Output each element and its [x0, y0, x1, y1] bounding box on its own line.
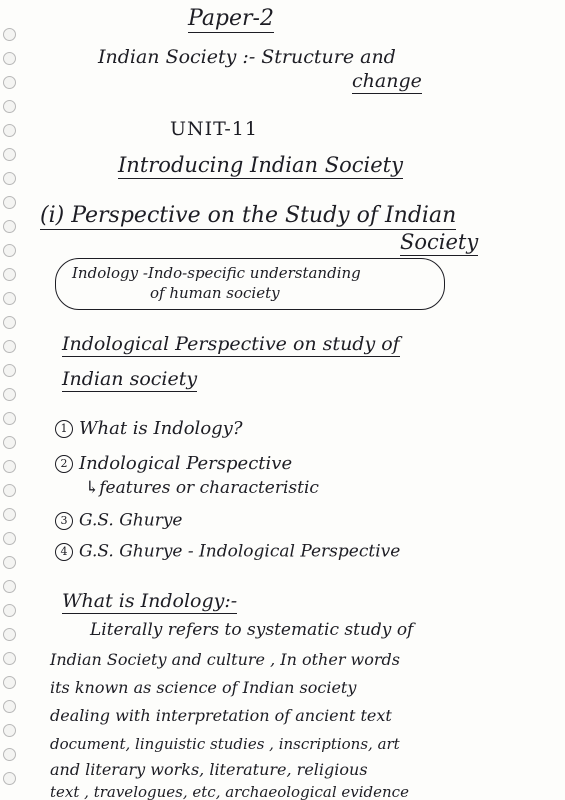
section-heading-line2: Society: [400, 230, 479, 254]
course-title-line2: change: [352, 70, 422, 92]
binding-hole: [3, 76, 16, 89]
list-item-1: [55, 420, 243, 438]
definition-heading: What is Indology:-: [62, 590, 238, 612]
binding-hole: [3, 676, 16, 689]
binding-hole: [3, 268, 16, 281]
binding-hole: [3, 220, 16, 233]
unit-label: UNIT-11: [170, 118, 258, 140]
binding-hole: [3, 580, 16, 593]
binding-hole: [3, 340, 16, 353]
binding-hole: [3, 628, 16, 641]
definition-line-3: its known as science of Indian society: [50, 678, 357, 697]
list-number-4: 4: [55, 543, 73, 561]
subsection-heading-line1: Indological Perspective on study of: [62, 333, 400, 355]
list-number-3: 3: [55, 512, 73, 530]
binding-hole: [3, 172, 16, 185]
definition-line-6: and literary works, literature, religious: [50, 760, 368, 779]
list-item-2: [55, 455, 292, 473]
binding-hole: [3, 652, 16, 665]
definition-line-4: dealing with interpretation of ancient text: [50, 706, 392, 725]
unit-title: Introducing Indian Society: [118, 153, 403, 177]
definition-line-1: Literally refers to systematic study of: [90, 620, 414, 640]
binding-hole: [3, 748, 16, 761]
list-item-3: [55, 512, 183, 530]
binding-hole: [3, 724, 16, 737]
binding-hole: [3, 244, 16, 257]
binding-hole: [3, 196, 16, 209]
binding-hole: [3, 412, 16, 425]
note-line2: of human society: [150, 284, 280, 302]
binding-hole: [3, 124, 16, 137]
binding-hole: [3, 484, 16, 497]
list-item-1-text: What is Indology?: [79, 418, 243, 439]
binding-hole: [3, 100, 16, 113]
paper-title: Paper-2: [188, 6, 274, 31]
binding-hole: [3, 556, 16, 569]
list-number-2: 2: [55, 455, 73, 473]
binding-hole: [3, 292, 16, 305]
definition-line-7: text , travelogues, etc, archaeological evidence: [50, 783, 409, 800]
binding-hole: [3, 316, 16, 329]
list-item-4-text: G.S. Ghurye - Indological Perspective: [79, 541, 401, 562]
list-item-3-text: G.S. Ghurye: [79, 510, 183, 531]
definition-line-5: document, linguistic studies , inscriptions, art: [50, 735, 400, 753]
binding-hole: [3, 28, 16, 41]
course-title-line1: Indian Society :- Structure and: [98, 46, 396, 68]
binding-hole: [3, 460, 16, 473]
binding-hole: [3, 436, 16, 449]
binding-hole: [3, 52, 16, 65]
definition-line-2: Indian Society and culture , In other words: [50, 650, 400, 669]
list-item-2-text: Indological Perspective: [79, 453, 293, 474]
binding-holes: [0, 0, 20, 800]
binding-hole: [3, 700, 16, 713]
subsection-heading-line2: Indian society: [62, 368, 198, 390]
binding-hole: [3, 364, 16, 377]
section-heading-line1: (i) Perspective on the Study of Indian: [40, 203, 457, 228]
binding-hole: [3, 532, 16, 545]
list-item-4: [55, 543, 400, 561]
binding-hole: [3, 604, 16, 617]
list-number-1: 1: [55, 420, 73, 438]
binding-hole: [3, 388, 16, 401]
binding-hole: [3, 772, 16, 785]
note-line1: Indology -Indo-specific understanding: [72, 264, 361, 282]
list-item-2-sub: ↳features or characteristic: [85, 478, 319, 498]
binding-hole: [3, 148, 16, 161]
binding-hole: [3, 508, 16, 521]
